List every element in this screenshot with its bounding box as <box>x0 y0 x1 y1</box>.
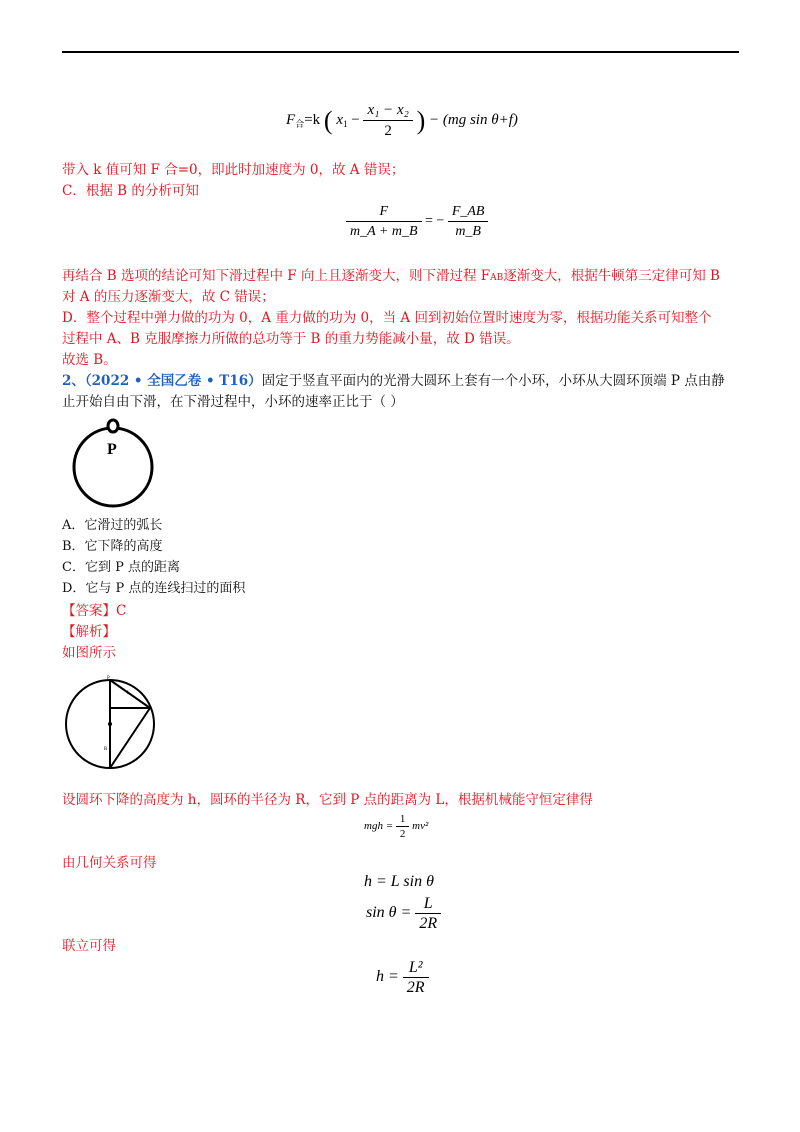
text-line-a-wrong: 带入 k 值可知 F 合=0，即此时加速度为 0，故 A 错误； <box>62 162 405 178</box>
text-as-shown: 如图所示 <box>62 645 116 661</box>
question-source: （2022 • 全国乙卷 • T16） <box>84 373 262 389</box>
figure-label-p: P <box>107 441 117 458</box>
figure2-label-r: R <box>104 747 108 752</box>
text-combine: 联立可得 <box>62 938 116 954</box>
figure-ring <box>62 412 162 512</box>
question-2-line1: 2、（2022 • 全国乙卷 • T16）固定于竖直平面内的光滑大圆环上套有一个小环，小环从大圆环顶端 P 点由静 <box>62 373 725 389</box>
answer-label: 【答案】C <box>62 603 127 619</box>
equation-force-ratio: $\frac{F}{m\_A + m\_B}$ = − $\frac{F\_AB}{m\_B}$ <box>346 202 488 241</box>
header-rule <box>62 51 739 53</box>
text-para1-line2: 对 A 的压力逐渐变大，故 C 错误； <box>62 289 275 305</box>
text-para2-line1: D．整个过程中弹力做的功为 0，A 重力做的功为 0，当 A 回到初始位置时速度为零，根据功能关系可知整个 <box>62 310 712 326</box>
analysis-label: 【解析】 <box>62 624 116 640</box>
option-c: C．它到 P 点的距离 <box>62 560 180 575</box>
figure-geometry <box>62 672 166 776</box>
question-2-line2: 止开始自由下滑，在下滑过程中，小环的速率正比于（ ） <box>62 394 404 410</box>
text-geometry: 由几何关系可得 <box>62 855 157 871</box>
equation-sin: sin θ = $\frac{L}{2R}$ <box>366 894 441 933</box>
equation-energy: mgh = $\frac{1}{2}$ mv² <box>364 813 429 840</box>
figure2-label-l: L <box>127 691 131 696</box>
option-a: A．它滑过的弧长 <box>62 518 163 533</box>
text-para2-line2: 过程中 A、B 克服摩擦力所做的总功等于 B 的重力势能减小量，故 D 错误。 <box>62 331 520 347</box>
text-choose-b: 故选 B。 <box>62 352 117 368</box>
option-b: B．它下降的高度 <box>62 539 163 554</box>
equation-h: h = L sin θ <box>364 873 434 890</box>
equation-result: h = $\frac{\text{L²}}{2R}$ <box>376 958 429 997</box>
text-option-c-analysis: C．根据 B 的分析可知 <box>62 183 199 199</box>
equation-net-force: $F_合=k$ ( $x_1$ − $\frac{\text{x₁ − x₂}}{2}$ ) − (mg sin θ+f) <box>286 102 518 139</box>
figure2-label-p: P <box>107 676 110 681</box>
text-setup: 设圆环下降的高度为 h，圆环的半径为 R，它到 P 点的距离为 L，根据机械能守恒定律得 <box>62 792 593 808</box>
text-para1-line1: 再结合 B 选项的结论可知下滑过程中 F 向上且逐渐变大，则下滑过程 FAB逐渐变大，根据牛顿第三定律可知 B <box>62 268 720 284</box>
option-d: D．它与 P 点的连线扫过的面积 <box>62 581 246 596</box>
